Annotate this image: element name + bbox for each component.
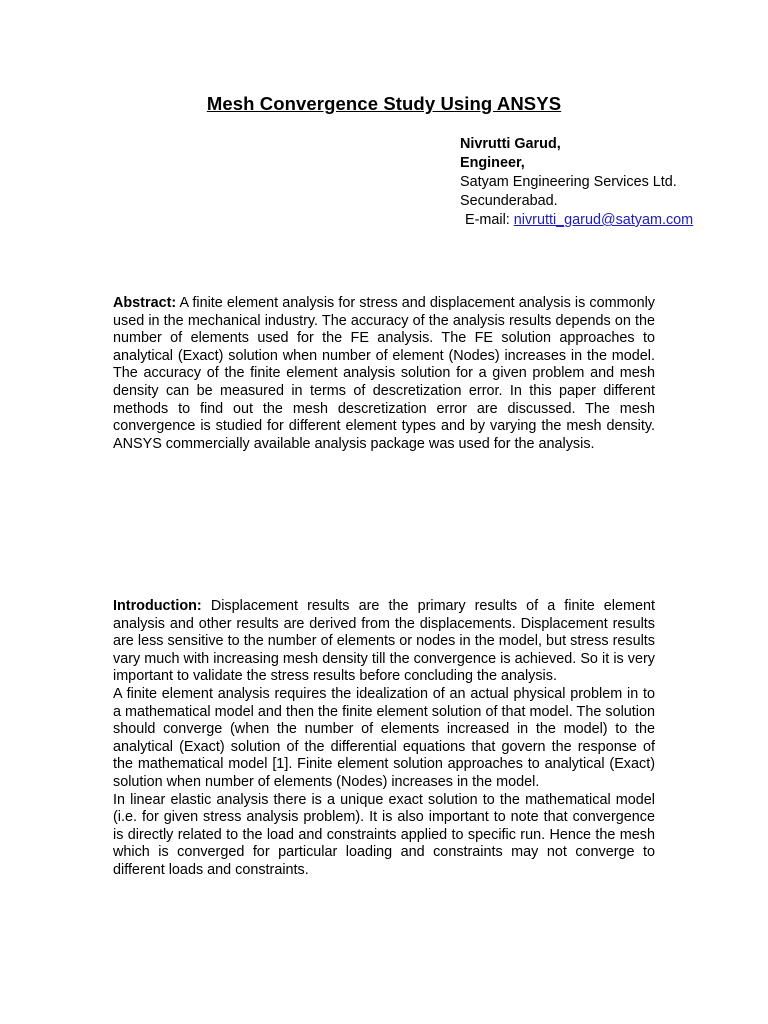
email-link[interactable]: nivrutti_garud@satyam.com <box>513 212 694 228</box>
abstract-heading: Abstract: <box>113 295 177 311</box>
introduction-paragraph-2: A finite element analysis requires the idealization of an actual physical problem in to a mathematical model and then the finite element solution of that model. The solution should converge (when the number of elements increased in the model) to the analytical (Exact) solution of the differential equations that govern the response of the mathematical model [1]. Finite element solution approaches to analytical (Exact) solution when number of elements (Nodes) increases in the model. <box>113 685 655 790</box>
email-label: E-mail: <box>465 212 514 228</box>
author-role: Engineer, <box>460 155 525 171</box>
author-organization: Satyam Engineering Services Ltd. <box>460 174 677 190</box>
introduction-paragraph-1 <box>113 598 655 686</box>
abstract-paragraph <box>113 295 655 453</box>
introduction-paragraph-3: In linear elastic analysis there is a unique exact solution to the mathematical model (i.e. for given stress analysis problem). It is also important to note that convergence is directly related to the load and constraints applied to specific run. Hence the mesh which is converged for particular loading and constraints may not converge to different loads and constraints. <box>113 791 655 878</box>
author-city: Secunderabad. <box>460 193 558 209</box>
abstract-text: A finite element analysis for stress and displacement analysis is commonly used in the mechanical industry. The accuracy of the analysis results depends on the number of elements used for the FE analysis. The FE solution approaches to analytical (Exact) solution when number of element (Nodes) increases in the model. The accuracy of the finite element analysis solution for a given problem and mesh density can be measured in terms of descretization error. In this paper different methods to find out the mesh descretization error are discussed. The mesh convergence is studied for different element types and by varying the mesh density. ANSYS commercially available analysis package was used for the analysis. <box>113 295 655 452</box>
author-email-row <box>460 211 693 230</box>
paper-title: Mesh Convergence Study Using ANSYS <box>206 93 562 114</box>
author-name: Nivrutti Garud, <box>460 136 561 152</box>
introduction-section <box>113 598 655 880</box>
author-block <box>460 135 693 230</box>
introduction-heading: Introduction: <box>113 598 202 614</box>
introduction-text-1: Displacement results are the primary results of a finite element analysis and other results are derived from the displacements. Displacement results are less sensitive to the number of elements or nodes in the model, but stress results vary much with increasing mesh density till the convergence is achieved. So it is very important to validate the stress results before concluding the analysis. <box>113 598 655 685</box>
